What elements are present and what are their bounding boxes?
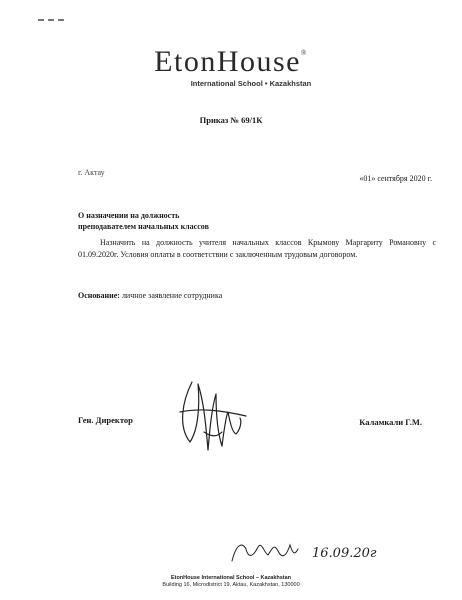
city: г. Актау — [78, 168, 105, 177]
handwritten-date-note — [228, 535, 398, 567]
footer-line-1: EtonHouse International School – Kazakhstan — [170, 575, 292, 581]
letterhead-footer — [0, 575, 462, 589]
signatory-name: Каламкали Г.М. — [359, 417, 422, 427]
signatory-position: Ген. Директор — [78, 415, 133, 425]
order-date: «01» сентября 2020 г. — [359, 174, 432, 183]
basis-text: личное заявление сотрудника — [121, 291, 223, 300]
order-basis — [78, 291, 222, 300]
handwritten-date-text: 16.09.20г — [312, 546, 377, 561]
order-body: Назначить на должность учителя начальных классов Крымову Маргариту Романовну с 01.09.2020г. Условия оплаты в соответствии с заключенным трудовым договором. — [78, 238, 436, 259]
handwritten-signature — [170, 372, 250, 462]
basis-label: Основание: — [78, 291, 120, 300]
order-subject — [78, 210, 209, 232]
logo-name: EtonHouse® — [154, 45, 308, 78]
footer-line-2: Building 16, Microdistrict 19, Aktau, Kazakhstan, 130000 — [162, 582, 300, 588]
logo-subtitle: International School • Kazakhstan — [190, 79, 312, 88]
scan-corner-mark — [38, 8, 74, 11]
school-logo — [0, 47, 462, 88]
subject-line-2: преподавателем начальных классов — [78, 222, 209, 231]
subject-line-1: О назначении на должность — [78, 211, 180, 220]
order-title: Приказ № 69/1К — [199, 115, 263, 125]
